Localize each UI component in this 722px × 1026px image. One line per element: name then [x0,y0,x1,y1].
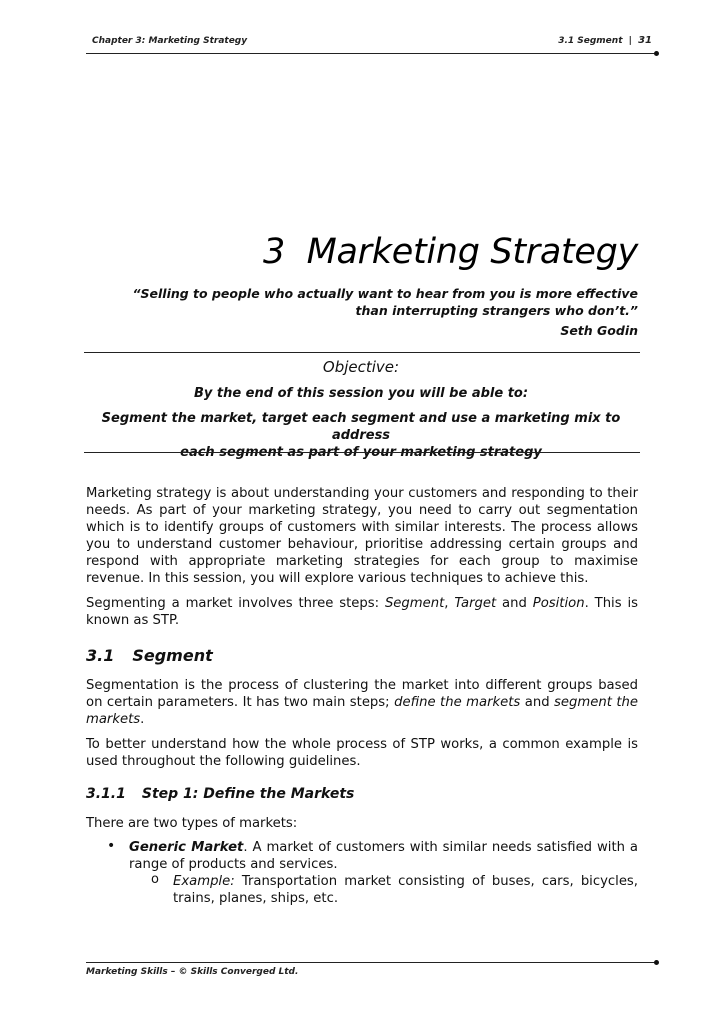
objective-line-2: each segment as part of your marketing strategy [180,445,542,460]
quote-line-2: than interrupting strangers who don’t.” [355,303,638,318]
term-generic-market: Generic Market [129,840,244,855]
subsection-heading-3-1-1 [86,786,354,802]
generic-market-text: . A market of customers with similar needs satisfied with a range of products and services. [129,840,638,872]
bullet-symbol: • [107,838,116,854]
header-rule [86,53,656,54]
objective-intro: By the end of this session you will be able to: [193,386,529,401]
subsection-title: Step 1: Define the Markets [141,786,355,802]
quote-line-1: “Selling to people who actually want to hear from you is more effective [132,286,638,301]
intro-paragraph-1: Marketing strategy is about understanding your customers and responding to their needs. As part of your marketing strategy, you need to carry out segmentation which is to identify groups of customers with similar interests. The process allows you to understand customer behaviour, prioritise addressing certain groups and respond with appropriate marketing strategies for each group to maximise revenue. In this session, you will explore various techniques to achieve this. [86,486,638,586]
objective-statement [84,410,638,461]
term-segment-the-markets: segment the markets [86,695,638,727]
section-title: Segment [132,646,213,665]
epigraph-quote [78,285,638,339]
term-example: Example: [173,874,235,889]
subsection-number: 3.1.1 [86,786,126,802]
footer-rule [86,962,656,963]
intro-paragraph-2 [86,595,638,629]
term-position: Position [532,596,585,611]
segment-p1-end: . [140,712,145,727]
term-define-the-markets: define the markets [394,695,521,710]
quote-author: Seth Godin [560,323,638,338]
running-header-section [558,35,652,46]
objective-bottom-rule [84,452,640,453]
objective-heading: Objective: [322,358,400,376]
objective-line-1: Segment the market, target each segment and use a marketing mix to address [101,411,621,443]
bullet-generic-market [129,839,638,873]
segment-paragraph-2: To better understand how the whole process of STP works, a common example is used throughout the following guidelines. [86,737,638,769]
chapter-title [263,232,638,272]
term-segment: Segment [384,596,445,611]
objective-top-rule [84,352,640,353]
intro-p2-after: . This is known as STP. [86,596,639,628]
header-separator: | [628,36,632,46]
segment-p1-text: Segmentation is the process of clustering the market into different groups based on certain parameters. It has two main steps; [86,678,638,710]
chapter-title-text: Marketing Strategy [306,232,638,272]
header-rule-dot [654,51,659,56]
sub-bullet-symbol: o [151,872,159,887]
markets-intro: There are two types of markets: [86,816,298,831]
chapter-number: 3 [263,232,285,272]
running-header-chapter: Chapter 3: Marketing Strategy [92,36,248,46]
footer-rule-dot [654,960,659,965]
page-number: 31 [638,35,652,46]
footer-text: Marketing Skills – © Skills Converged Ltd. [86,967,299,977]
header-section: 3.1 Segment [558,36,623,46]
section-heading-3-1 [86,646,213,665]
sub-bullet-example [173,873,638,907]
term-target: Target [454,596,497,611]
intro-p2-comma: , [444,596,455,611]
segment-paragraph-1 [86,677,638,728]
section-number: 3.1 [86,646,115,665]
example-text: Transportation market consisting of buses, cars, bicycles, trains, planes, ships, etc. [173,874,638,906]
intro-p2-and: and [496,596,533,611]
intro-p2-text: Segmenting a market involves three steps: [86,596,385,611]
segment-p1-and: and [520,695,555,710]
